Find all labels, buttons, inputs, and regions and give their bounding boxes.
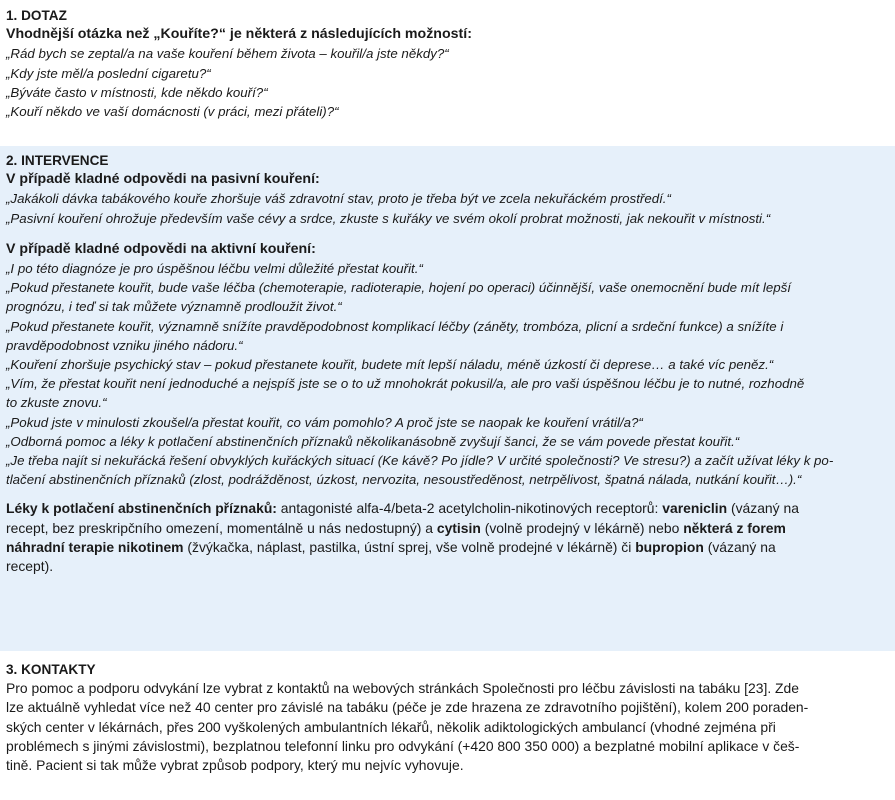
medication-label: Léky k potlačení abstinenčních příznaků:	[6, 500, 277, 517]
quote-line: prognózu, i teď si tak můžete významně prodloužit život.“	[6, 299, 342, 315]
quote-line: tlačení abstinenčních příznaků (zlost, podrážděnost, úzkost, nervozita, nesoustředěnost, netrpělivost, špatná nálada, nutkání kouřit…).“	[6, 472, 802, 488]
section-intervention	[0, 146, 895, 651]
contact-line: lze aktuálně vyhledat více než 40 center pro závislé na tabáku (péče je zde hrazena ze zdravotního pojištění), kolem 200 poraden-	[6, 699, 809, 716]
quote-line: „Jakákoli dávka tabákového kouře zhoršuje váš zdravotní stav, proto je třeba být ve zcela nekuřáckém prostředí.“	[6, 191, 671, 207]
medication-text: (žvýkačka, náplast, pastilka, ústní sprej, vše volně prodejné v lékárně) či	[183, 538, 636, 555]
contact-line: ských center v lékárnách, přes 200 vyškolených ambulantních lékařů, několik adiktologických ambulancí (vhodné zejména při	[6, 718, 776, 735]
drug-name: některá z forem	[683, 519, 786, 536]
drug-name: náhradní terapie nikotinem	[6, 538, 184, 555]
drug-name: vareniclin	[662, 500, 728, 517]
quote-line: „Vím, že přestat kouřit není jednoduché a nejspíš jste se o to už mnohokrát pokusil/a, ale pro vaši úspěšnou léčbu je to nutné, rozhodně	[6, 376, 805, 392]
section-contacts	[0, 651, 895, 775]
drug-name: bupropion	[635, 538, 704, 555]
medication-line	[6, 499, 889, 518]
active-heading: V případě kladné odpovědi na aktivní kouření:	[6, 240, 316, 257]
medication-text: recept).	[6, 558, 54, 575]
contact-line: problémech s jinými závislostmi), bezplatnou telefonní linku pro odvykání (+420 800 350 000) a bezplatné mobilní aplikace v češ-	[6, 737, 800, 754]
medication-text: (volně prodejný v lékárně) nebo	[480, 519, 684, 536]
quote-line: „Pokud přestanete kouřit, bude vaše léčba (chemoterapie, radioterapie, hojení po operaci) účinnější, vaše onemocnění bude mít lepší	[6, 280, 791, 296]
quote-line: „Kdy jste měl/a poslední cigaretu?“	[6, 65, 211, 81]
quote-line: „Pokud jste v minulosti zkoušel/a přestat kouřit, co vám pomohlo? A proč jste se naopak ke kouření vrátil/a?“	[6, 414, 643, 430]
quote-line: „Pasivní kouření ohrožuje především vaše cévy a srdce, zkuste s kuřáky ve svém okolí probrat možnosti, jak nekouřit v místnosti.“	[6, 210, 771, 226]
medication-line	[6, 519, 889, 538]
section-heading: 3. KONTAKTY	[6, 662, 96, 677]
drug-name: cytisin	[436, 519, 481, 536]
section-heading: 1. DOTAZ	[6, 8, 67, 23]
section-heading: 2. INTERVENCE	[6, 153, 109, 168]
quote-line: „Odborná pomoc a léky k potlačení abstinenčních příznaků několikanásobně zvyšují šanci, že se vám povede přestat kouřit.“	[6, 433, 740, 449]
medication-text: (vázaný na	[703, 538, 776, 555]
section-inquiry	[0, 0, 895, 146]
medication-line	[6, 557, 889, 576]
quote-line: „I po této diagnóze je pro úspěšnou léčbu velmi důležité přestat kouřit.“	[6, 261, 423, 277]
quote-line: to zkuste znovu.“	[6, 395, 107, 411]
medication-text: (vázaný na	[727, 500, 799, 517]
medication-text: recept, bez preskripčního omezení, momentálně u nás nedostupný) a	[6, 519, 437, 536]
quote-line: „Kouření zhoršuje psychický stav – pokud přestanete kouřit, budete mít lepší náladu, méně úzkostí či deprese… a také víc peněz.“	[6, 357, 774, 373]
quote-line: „Pokud přestanete kouřit, významně snížíte pravděpodobnost komplikací léčby (záněty, trombóza, plicní a srdeční funkce) a snížíte i	[6, 318, 784, 334]
quote-line: pravděpodobnost vzniku jiného nádoru.“	[6, 337, 243, 353]
quote-line: „Rád bych se zeptal/a na vaše kouření během života – kouřil/a jste někdy?“	[6, 46, 449, 62]
subheading: Vhodnější otázka než „Kouříte?“ je některá z následujících možností:	[6, 26, 472, 43]
contact-line: tině. Pacient si tak může vybrat způsob podpory, který mu nejvíc vyhovuje.	[6, 757, 464, 774]
quote-line: „Je třeba najít si nekuřácká řešení obvyklých kuřáckých situací (Ke kávě? Po jídle? V určité společnosti? Ve stresu?) a začít užívat léky k po-	[6, 453, 834, 469]
medication-line	[6, 538, 889, 557]
medication-text: antagonisté alfa-4/beta-2 acetylcholin-nikotinových receptorů:	[276, 500, 663, 517]
quote-line: „Kouří někdo ve vaší domácnosti (v práci, mezi přáteli)?“	[6, 104, 339, 120]
quote-line: „Býváte často v místnosti, kde někdo kouří?“	[6, 84, 268, 100]
contact-line: Pro pomoc a podporu odvykání lze vybrat z kontaktů na webových stránkách Společnosti pro léčbu závislosti na tabáku [23]. Zde	[6, 680, 799, 697]
passive-heading: V případě kladné odpovědi na pasivní kouření:	[6, 171, 320, 188]
